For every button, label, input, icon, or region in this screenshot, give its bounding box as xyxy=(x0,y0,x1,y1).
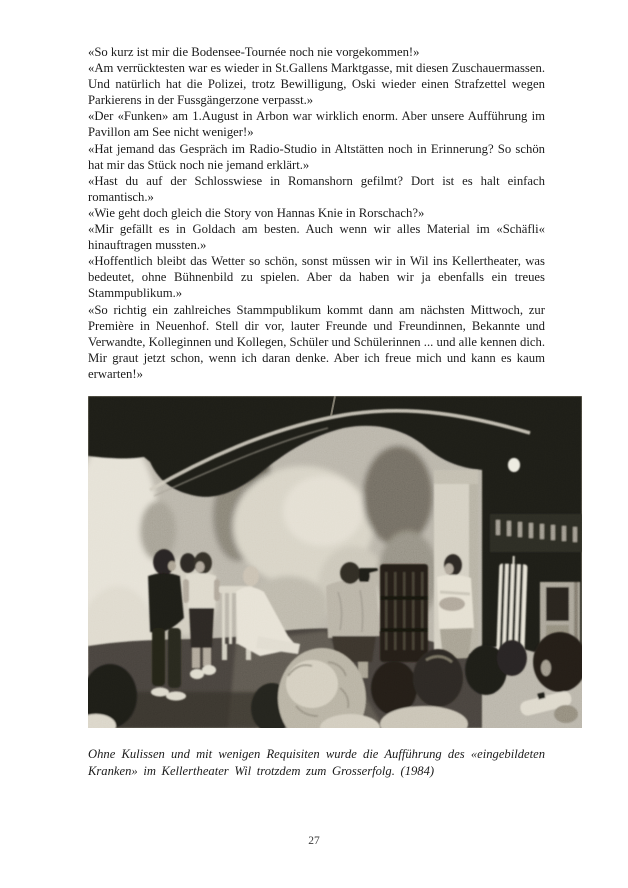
quote-paragraph: «Der «Funken» am 1.August in Arbon war wirklich enorm. Aber unsere Aufführung im Pavillon am See nicht weniger!» xyxy=(88,109,545,140)
quote-paragraph: «Am verrücktesten war es wieder in St.Gallens Marktgasse, mit diesen Zuschauermassen. Und natürlich hat die Polizei, trotz Bewilligung, Oski wieder einen Strafzettel wegen Parkierens in der Fussgängerzone verpasst.» xyxy=(88,61,545,108)
photo-caption: Ohne Kulissen und mit wenigen Requisiten wurde die Aufführung des «eingebildeten Kranken» im Kellertheater Wil trotzdem zum Grosserfolg. (1984) xyxy=(88,747,545,778)
body-text xyxy=(88,44,545,411)
quote-paragraph: «Mir gefällt es in Goldach am besten. Auch wenn wir alles Material im «Schäfli« hinauftragen mussten.» xyxy=(88,222,545,253)
quote-paragraph: «Wie geht doch gleich die Story von Hannas Knie in Rorschach?» xyxy=(88,205,425,220)
quote-paragraph: «So kurz ist mir die Bodensee-Tournée noch nie vorgekommen!» xyxy=(88,45,420,59)
theatre-photo xyxy=(88,396,582,728)
quote-paragraph: «Hat jemand das Gespräch im Radio-Studio in Altstätten noch in Erinnerung? So schön hat mir das Stück noch nie jemand erklärt.» xyxy=(88,141,545,172)
page-number: 27 xyxy=(308,835,320,847)
theatre-photo-image xyxy=(88,396,582,728)
quote-paragraph: «Hast du auf der Schlosswiese in Romanshorn gefilmt? Dort ist es halt einfach romantisch.» xyxy=(88,173,545,204)
quote-paragraph: «So richtig ein zahlreiches Stammpublikum kommt dann am nächsten Mittwoch, zur Première in Neuenhof. Stell dir vor, lauter Freunde und Freundinnen, Bekannte und Verwandte, Kolleginnen und Kollegen, Schüler und Schülerinnen ... und alle kennen dich. Mir graut jetzt schon, wenn ich daran denke. Aber ich freue mich und kann es kaum erwarten!» xyxy=(88,302,545,381)
photo-grain-overlay xyxy=(88,396,582,728)
quote-paragraph: «Hoffentlich bleibt das Wetter so schön, sonst müssen wir in Wil ins Kellertheater, was bedeutet, ohne Bühnenbild zu spielen. Aber da haben wir ja ebenfalls ein treues Stammpublikum.» xyxy=(88,254,545,301)
